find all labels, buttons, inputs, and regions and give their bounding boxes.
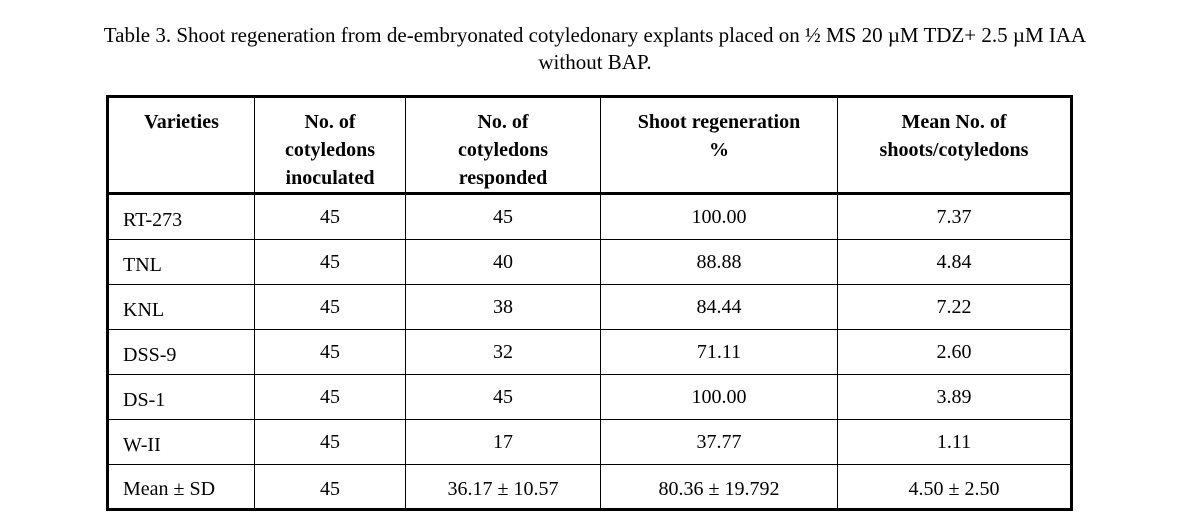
- shoot-regeneration-table: [106, 95, 1073, 511]
- table-row: [108, 330, 1072, 375]
- cell-mean-shoots: 2.60: [838, 330, 1072, 375]
- cell-responded: 45: [406, 375, 601, 420]
- cell-responded: 40: [406, 240, 601, 285]
- cell-regeneration-pct: 80.36 ± 19.792: [601, 465, 838, 510]
- cell-inoculated: 45: [255, 465, 406, 510]
- table-row: [108, 194, 1072, 240]
- cell-variety: Mean ± SD: [108, 465, 255, 510]
- caption-line-1: Table 3. Shoot regeneration from de-embryonated cotyledonary explants placed on ½ MS 20 µM TDZ+ 2.5 µM IAA: [103, 23, 1087, 47]
- header-line: Shoot regeneration: [637, 111, 801, 133]
- cell-responded: 36.17 ± 10.57: [406, 465, 601, 510]
- caption-line-2: without BAP.: [538, 50, 652, 74]
- header-shoot-regeneration: [601, 97, 838, 194]
- cell-inoculated: 45: [255, 375, 406, 420]
- cell-mean-shoots: 4.50 ± 2.50: [838, 465, 1072, 510]
- header-line: No. of: [477, 111, 529, 133]
- header-line: No. of: [304, 111, 356, 133]
- table-row-mean-sd: [108, 465, 1072, 510]
- cell-regeneration-pct: 37.77: [601, 420, 838, 465]
- header-cotyledons-responded: [406, 97, 601, 194]
- header-row: [108, 97, 1072, 194]
- cell-responded: 38: [406, 285, 601, 330]
- table-caption: [0, 22, 1190, 76]
- header-line: Varieties: [144, 111, 219, 133]
- cell-regeneration-pct: 71.11: [601, 330, 838, 375]
- header-varieties: [108, 97, 255, 194]
- cell-regeneration-pct: 84.44: [601, 285, 838, 330]
- cell-variety: TNL: [108, 240, 255, 285]
- header-line: cotyledons: [458, 139, 548, 161]
- cell-mean-shoots: 7.22: [838, 285, 1072, 330]
- cell-mean-shoots: 7.37: [838, 194, 1072, 240]
- cell-regeneration-pct: 88.88: [601, 240, 838, 285]
- header-line: %: [709, 139, 729, 161]
- cell-responded: 32: [406, 330, 601, 375]
- table-row: [108, 285, 1072, 330]
- cell-variety: W-II: [108, 420, 255, 465]
- cell-variety: KNL: [108, 285, 255, 330]
- header-cotyledons-inoculated: [255, 97, 406, 194]
- cell-inoculated: 45: [255, 240, 406, 285]
- cell-variety: DSS-9: [108, 330, 255, 375]
- cell-mean-shoots: 3.89: [838, 375, 1072, 420]
- cell-mean-shoots: 4.84: [838, 240, 1072, 285]
- table-row: [108, 420, 1072, 465]
- cell-inoculated: 45: [255, 330, 406, 375]
- header-mean-shoots: [838, 97, 1072, 194]
- cell-responded: 45: [406, 194, 601, 240]
- table-row: [108, 240, 1072, 285]
- table-row: [108, 375, 1072, 420]
- header-line: cotyledons: [285, 139, 375, 161]
- header-line: shoots/cotyledons: [879, 139, 1029, 161]
- cell-inoculated: 45: [255, 194, 406, 240]
- header-line: inoculated: [285, 167, 375, 189]
- cell-regeneration-pct: 100.00: [601, 375, 838, 420]
- header-line: responded: [458, 167, 548, 189]
- cell-inoculated: 45: [255, 285, 406, 330]
- cell-variety: DS-1: [108, 375, 255, 420]
- header-line: Mean No. of: [901, 111, 1007, 133]
- cell-variety: RT-273: [108, 194, 255, 240]
- cell-mean-shoots: 1.11: [838, 420, 1072, 465]
- cell-inoculated: 45: [255, 420, 406, 465]
- cell-responded: 17: [406, 420, 601, 465]
- cell-regeneration-pct: 100.00: [601, 194, 838, 240]
